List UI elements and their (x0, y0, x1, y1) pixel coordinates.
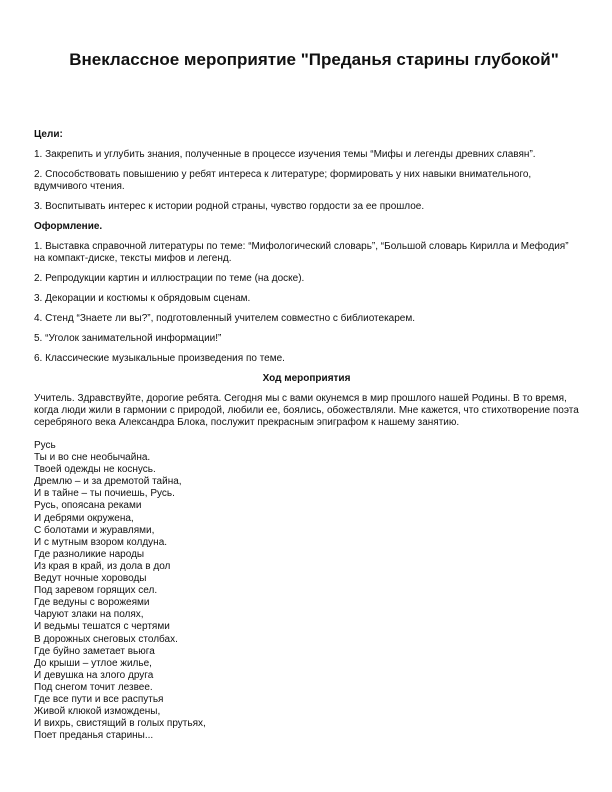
poem-line: Где разноликие народы (34, 548, 145, 560)
poem-title: Русь (34, 440, 56, 451)
poem-line: И ведьмы тешатся с чертями (34, 621, 170, 633)
design-item: 5. “Уголок занимательной информации!” (34, 333, 222, 344)
poem-line: Где ведуны с ворожеями (34, 597, 150, 609)
poem-line: Где все пути и все распутья (34, 693, 164, 705)
poem-line: И в тайне – ты почиешь, Русь. (34, 488, 175, 500)
progress-heading: Ход мероприятия (262, 373, 351, 384)
poem-line: И дебрями окружена, (34, 512, 134, 524)
poem (34, 440, 579, 742)
design-item: 6. Классические музыкальные произведения по теме. (34, 353, 285, 364)
goals-heading: Цели: (34, 129, 63, 140)
design-item: 3. Декорации и костюмы к обрядовым сценам. (34, 293, 251, 304)
poem-line: Под заревом горящих сел. (34, 585, 158, 597)
poem-line: Русь, опоясана реками (34, 500, 142, 512)
goal-item: 2. Способствовать повышению у ребят интереса к литературе; формировать у них навыки внимательного, вдумчивого чтения. (34, 169, 532, 192)
document-body (34, 129, 579, 742)
poem-line: Где буйно заметает вьюга (34, 645, 155, 657)
poem-line: И вихрь, свистящий в голых прутьях, (34, 718, 206, 730)
poem-line: Дремлю – и за дремотой тайна, (34, 476, 182, 488)
poem-line: Поет преданья старины... (34, 730, 154, 742)
design-item: 2. Репродукции картин и иллюстрации по теме (на доске). (34, 273, 305, 284)
poem-line: Ведут ночные хороводы (34, 573, 147, 585)
poem-line: Чаруют злаки на полях, (34, 609, 144, 621)
poem-line: До крыши – утлое жилье, (34, 657, 152, 669)
poem-line: Твоей одежды не коснусь. (34, 464, 156, 476)
design-heading: Оформление. (34, 221, 103, 232)
design-item: 1. Выставка справочной литературы по теме: “Мифологический словарь”, “Большой словарь Кирилла и Мефодия” на компакт-диске, тексты мифов и легенд. (34, 241, 569, 264)
poem-line: И девушка на злого друга (34, 669, 154, 681)
poem-line: С болотами и журавлями, (34, 524, 155, 536)
poem-line: Под снегом точит лезвее. (34, 681, 153, 693)
page-title: Внеклассное мероприятие "Преданья старины глубокой" (69, 50, 559, 69)
goal-item: 3. Воспитывать интерес к истории родной страны, чувство гордости за ее прошлое. (34, 201, 425, 212)
design-item: 4. Стенд “Знаете ли вы?”, подготовленный учителем совместно с библиотекарем. (34, 313, 416, 324)
poem-line: В дорожных снеговых столбах. (34, 633, 178, 645)
poem-line: Из края в край, из дола в дол (34, 560, 171, 572)
poem-line: Живой клюкой измождены, (34, 706, 161, 718)
poem-line: Ты и во сне необычайна. (34, 452, 151, 464)
intro-paragraph: Учитель. Здравствуйте, дорогие ребята. Сегодня мы с вами окунемся в мир прошлого нашей Родины. В то время, когда люди жили в гармонии с природой, любили ее, боялись, обожествляли. Мне кажется, что стихотворение поэта серебряного века Александра Блока, послужит прекрасным эпиграфом к нашему занятию. (34, 393, 579, 428)
poem-line: И с мутным взором колдуна. (34, 536, 168, 548)
goal-item: 1. Закрепить и углубить знания, полученные в процессе изучения темы “Мифы и легенды древних славян”. (34, 149, 536, 160)
